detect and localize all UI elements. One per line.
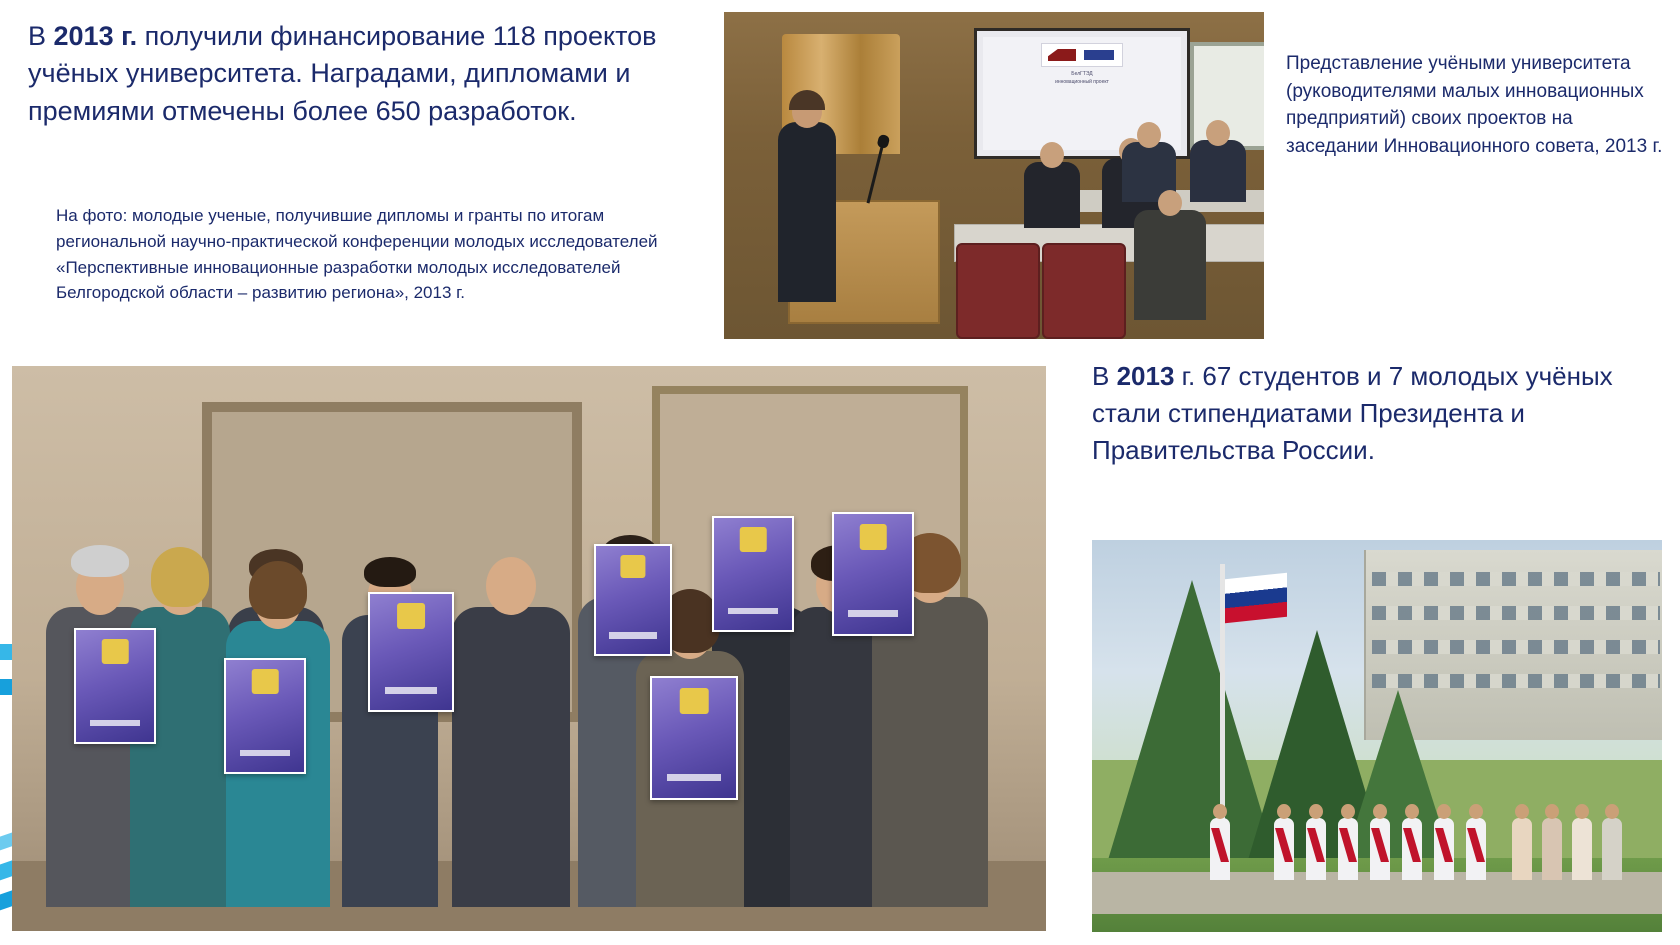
- honor-sash: [1435, 828, 1453, 862]
- photo-innovation-council-meeting: [724, 12, 1264, 339]
- right-photo-note: Представление учёными университета (руководителями малых инновационных предприятий) своих проектов на заседании Инновационного совета, 2013 г.: [1286, 53, 1663, 158]
- building-window-row: [1372, 640, 1660, 654]
- honor-sash: [1467, 828, 1485, 862]
- person-front-row: [452, 607, 570, 907]
- diploma: [594, 544, 672, 656]
- spectator: [1572, 818, 1592, 880]
- seated-participant: [1190, 140, 1246, 202]
- university-building: [1364, 550, 1662, 740]
- secondary-headline-prefix: В: [1092, 361, 1117, 391]
- chair: [1042, 243, 1126, 339]
- main-headline-prefix: В: [28, 21, 54, 51]
- honor-sash: [1371, 828, 1389, 862]
- seated-participant: [1024, 162, 1080, 228]
- honor-sash: [1307, 828, 1325, 862]
- student-in-line: [1338, 818, 1358, 880]
- secondary-headline-year: 2013: [1116, 361, 1175, 391]
- person-hair: [151, 547, 209, 607]
- spectator: [1602, 818, 1622, 880]
- student-in-line: [1402, 818, 1422, 880]
- chair: [956, 243, 1040, 339]
- person-head: [486, 557, 536, 615]
- secondary-headline-rest: г. 67 студентов и 7 молодых учёных стали стипендиатами Президента и Правительства России.: [1092, 361, 1613, 465]
- person-hair: [364, 557, 416, 587]
- student-in-line: [1370, 818, 1390, 880]
- building-window-row: [1372, 572, 1660, 586]
- presentation-body-text: инновационный проект: [1055, 78, 1109, 85]
- diploma: [368, 592, 454, 712]
- student-in-line: [1466, 818, 1486, 880]
- building-window-row: [1372, 606, 1660, 620]
- photo-young-scientists-with-diplomas: [12, 366, 1046, 931]
- student-in-line: [1434, 818, 1454, 880]
- honor-sash: [1275, 828, 1293, 862]
- honor-sash: [1339, 828, 1357, 862]
- spectator: [1542, 818, 1562, 880]
- main-headline: [28, 18, 688, 130]
- diploma: [224, 658, 306, 774]
- standing-speaker: [778, 122, 836, 302]
- student-in-line: [1306, 818, 1326, 880]
- presentation-logo-text: БелГТЭД: [1071, 71, 1093, 77]
- russian-flag-icon: [1225, 573, 1287, 624]
- photo-flag-raising-ceremony: [1092, 540, 1662, 932]
- main-headline-rest: получили финансирование 118 проектов учёных университета. Наградами, дипломами и премиями отмечены более 650 разработок.: [28, 21, 657, 126]
- presentation-logo: [1041, 43, 1123, 67]
- diploma: [832, 512, 914, 636]
- student-raising-flag: [1210, 818, 1230, 880]
- honor-sash: [1403, 828, 1421, 862]
- seated-participant-foreground: [1134, 210, 1206, 320]
- building-window-row: [1372, 674, 1660, 688]
- main-headline-year: 2013 г.: [53, 21, 138, 51]
- person-hair: [71, 545, 129, 577]
- diploma: [74, 628, 156, 744]
- person-hair: [249, 561, 307, 619]
- student-in-line: [1274, 818, 1294, 880]
- diploma: [650, 676, 738, 800]
- diploma: [712, 516, 794, 632]
- spectator: [1512, 818, 1532, 880]
- photo-caption: На фото: молодые ученые, получившие дипломы и гранты по итогам региональной научно-практической конференции молодых исследователей «Перспективные инновационные разработки молодых исследователей Белгородской области – развитию региона», 2013 г.: [56, 206, 658, 303]
- honor-sash: [1211, 828, 1229, 862]
- person-front-row: [872, 597, 988, 907]
- secondary-headline: [1092, 358, 1668, 469]
